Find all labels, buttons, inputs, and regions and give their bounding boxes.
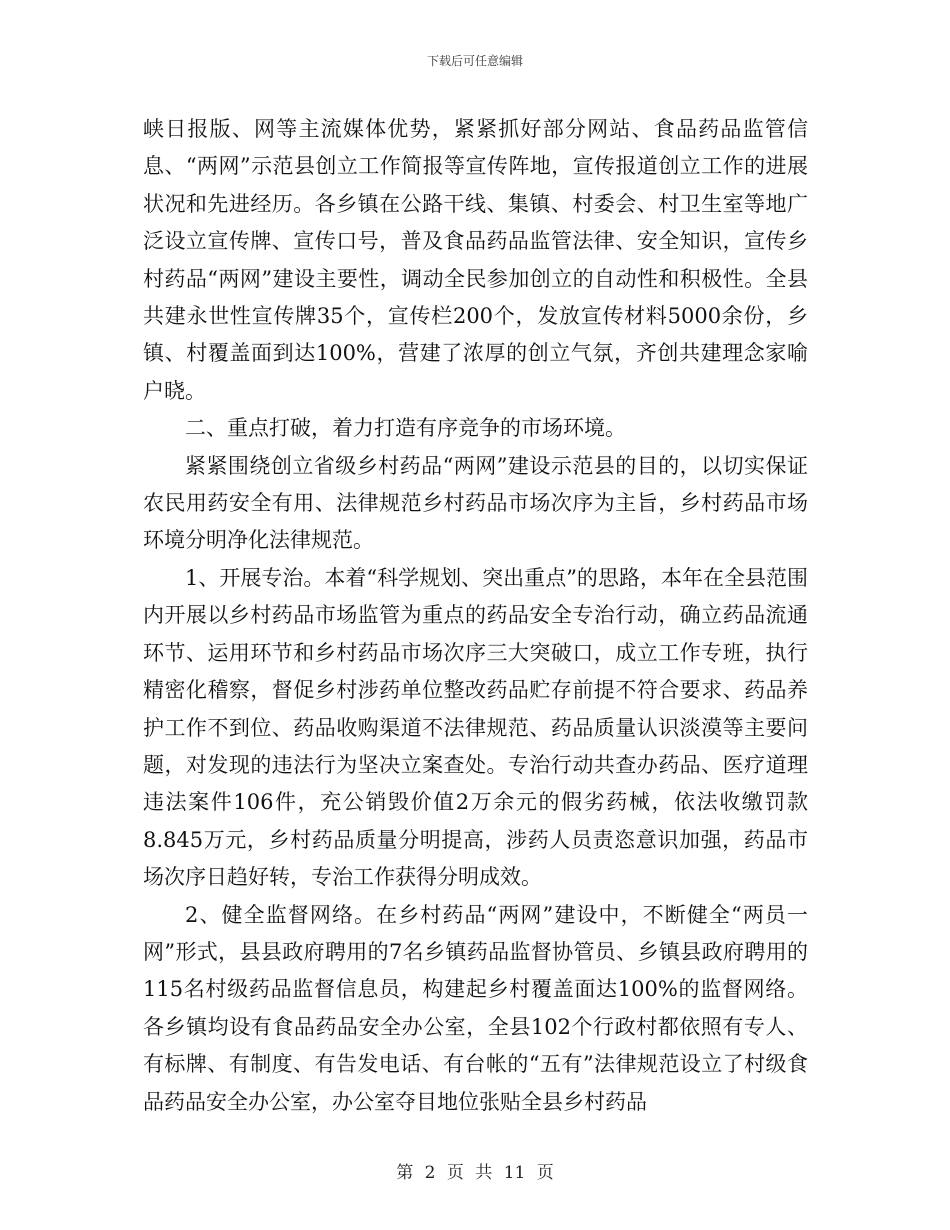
page-footer: 第 2 页 共 11 页 <box>396 1163 554 1183</box>
paragraph-1: 峡日报版、网等主流媒体优势，紧紧抓好部分网站、食品药品监管信息、“两网”示范县创立工作简报等宣传阵地，宣传报道创立工作的进展状况和先进经历。各乡镇在公路干线、集镇、村委会、村卫生室等地广泛设立宣传牌、宣传口号，普及食品药品监管法律、安全知识，宣传乡村药品“两网”建设主要性，调动全民参加创立的自动性和积极性。全县共建永世性宣传牌35个，宣传栏200个，发放宣传材料5000余份，乡镇、村覆盖面到达100%，营建了浓厚的创立气氛，齐创共建理念家喻户晓。 <box>143 117 808 403</box>
page-header: 下载后可任意编辑 <box>426 54 523 68</box>
document-body <box>143 111 808 1121</box>
paragraph-5: 2、健全监督网络。在乡村药品“两网”建设中，不断健全“两员一网”形式，县县政府聘用的7名乡镇药品监督协管员、乡镇县政府聘用的115名村级药品监督信息员，构建起乡村覆盖面达100%的监督网络。各乡镇均设有食品药品安全办公室，全县102个行政村都依照有专人、有标牌、有制度、有告发电话、有台帐的“五有”法律规范设立了村级食品药品安全办公室，办公室夺目地位张贴全县乡村药品 <box>143 902 808 1114</box>
paragraph-3: 紧紧围绕创立省级乡村药品“两网”建设示范县的目的，以切实保证农民用药安全有用、法律规范乡村药品市场次序为主旨，乡村药品市场环境分明净化法律规范。 <box>143 453 808 553</box>
paragraph-4: 1、开展专治。本着“科学规划、突出重点”的思路，本年在全县范围内开展以乡村药品市场监管为重点的药品安全专治行动，确立药品流通环节、运用环节和乡村药品市场次序三大突破口，成立工作专班，执行精密化稽察，督促乡村涉药单位整改药品贮存前提不符合要求、药品养护工作不到位、药品收购渠道不法律规范、药品质量认识淡漠等主要问题，对发现的违法行为坚决立案查处。专治行动共查办药品、医疗道理违法案件106件，充公销毁价值2万余元的假劣药械，依法收缴罚款8.845万元，乡村药品质量分明提高，涉药人员责恣意识加强，药品市场次序日趋好转，专治工作获得分明成效。 <box>143 565 808 890</box>
section-heading-2: 二、重点打破，着力打造有序竞争的市场环境。 <box>185 416 626 441</box>
